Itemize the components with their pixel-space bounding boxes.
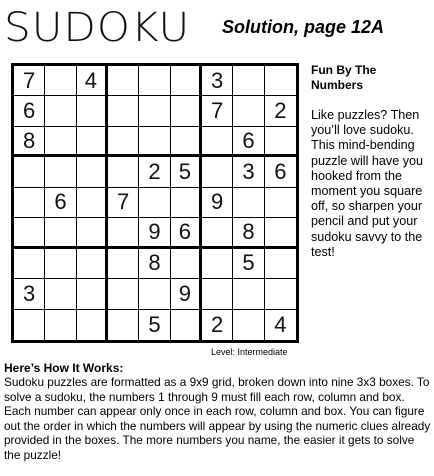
sudoku-cell-r6-c2[interactable] <box>45 218 76 248</box>
sudoku-cell-r6-c8[interactable]: 8 <box>233 218 264 248</box>
sudoku-cell-r8-c6[interactable]: 9 <box>171 279 202 309</box>
sudoku-cell-r1-c7[interactable]: 3 <box>202 66 233 96</box>
sudoku-cell-r1-c9[interactable] <box>265 66 296 96</box>
sudoku-cell-r5-c6[interactable] <box>171 188 202 218</box>
sudoku-cell-r7-c3[interactable] <box>77 249 108 279</box>
sudoku-cell-r4-c2[interactable] <box>45 157 76 187</box>
sudoku-cell-r5-c4[interactable]: 7 <box>108 188 139 218</box>
sudoku-cell-r8-c8[interactable] <box>233 279 264 309</box>
sudoku-cell-r5-c8[interactable] <box>233 188 264 218</box>
sudoku-cell-r1-c3[interactable]: 4 <box>77 66 108 96</box>
sudoku-cell-r8-c9[interactable] <box>265 279 296 309</box>
sudoku-cell-r6-c1[interactable] <box>14 218 45 248</box>
instructions-text: Sudoku puzzles are formatted as a 9x9 grid, broken down into nine 3x3 boxes. To solve a sudoku, the numbers 1 through 9 must fill each row, column and box. Each number can appear only once in each row, column and box. You can figure out the order in which the numbers will appear by using the numeric clues already provided in the boxes. The more numbers you name, the easier it gets to solve the puzzle! <box>4 375 431 462</box>
solution-reference: Solution, page 12A <box>222 17 385 37</box>
sudoku-cell-r1-c2[interactable] <box>45 66 76 96</box>
sudoku-cell-r7-c2[interactable] <box>45 249 76 279</box>
sudoku-cell-r7-c9[interactable] <box>265 249 296 279</box>
sudoku-cell-r1-c5[interactable] <box>139 66 170 96</box>
sudoku-cell-r2-c2[interactable] <box>45 96 76 126</box>
sudoku-cell-r2-c1[interactable]: 6 <box>14 96 45 126</box>
sudoku-cell-r6-c3[interactable] <box>77 218 108 248</box>
difficulty-level: Level: Intermediate <box>211 347 288 357</box>
sudoku-cell-r9-c5[interactable]: 5 <box>139 310 170 340</box>
sudoku-cell-r2-c4[interactable] <box>108 96 139 126</box>
sudoku-cell-r9-c1[interactable] <box>14 310 45 340</box>
sudoku-cell-r3-c8[interactable]: 6 <box>233 127 264 157</box>
sudoku-cell-r3-c7[interactable] <box>202 127 233 157</box>
sudoku-cell-r5-c9[interactable] <box>265 188 296 218</box>
sudoku-cell-r4-c3[interactable] <box>77 157 108 187</box>
sidebar-blurb <box>311 63 431 260</box>
sudoku-cell-r1-c4[interactable] <box>108 66 139 96</box>
sudoku-cell-r8-c7[interactable] <box>202 279 233 309</box>
sudoku-cell-r5-c1[interactable] <box>14 188 45 218</box>
sudoku-cell-r3-c4[interactable] <box>108 127 139 157</box>
sudoku-cell-r3-c1[interactable]: 8 <box>14 127 45 157</box>
sudoku-cell-r2-c7[interactable]: 7 <box>202 96 233 126</box>
sudoku-cell-r7-c6[interactable] <box>171 249 202 279</box>
sudoku-cell-r7-c1[interactable] <box>14 249 45 279</box>
sidebar-text: Like puzzles? Then you’ll love sudoku. This mind-bending puzzle will have you hooked from the moment you square off, so sharpen your pencil and put your sudoku savvy to the test! <box>311 108 424 259</box>
sudoku-cell-r4-c5[interactable]: 2 <box>139 157 170 187</box>
sudoku-cell-r9-c6[interactable] <box>171 310 202 340</box>
sudoku-cell-r2-c3[interactable] <box>77 96 108 126</box>
sudoku-cell-r3-c9[interactable] <box>265 127 296 157</box>
sudoku-cell-r3-c3[interactable] <box>77 127 108 157</box>
sudoku-cell-r2-c6[interactable] <box>171 96 202 126</box>
sudoku-cell-r9-c7[interactable]: 2 <box>202 310 233 340</box>
sudoku-cell-r4-c6[interactable]: 5 <box>171 157 202 187</box>
sudoku-cell-r4-c9[interactable]: 6 <box>265 157 296 187</box>
sudoku-cell-r6-c5[interactable]: 9 <box>139 218 170 248</box>
sudoku-cell-r1-c6[interactable] <box>171 66 202 96</box>
instructions-title: Here’s How It Works: <box>4 361 124 375</box>
sudoku-cell-r9-c4[interactable] <box>108 310 139 340</box>
sudoku-cell-r2-c9[interactable]: 2 <box>265 96 296 126</box>
sudoku-cell-r1-c8[interactable] <box>233 66 264 96</box>
sudoku-cell-r2-c5[interactable] <box>139 96 170 126</box>
sudoku-cell-r8-c4[interactable] <box>108 279 139 309</box>
sudoku-cell-r6-c7[interactable] <box>202 218 233 248</box>
sudoku-cell-r8-c5[interactable] <box>139 279 170 309</box>
sudoku-grid <box>11 63 299 343</box>
sudoku-cell-r4-c1[interactable] <box>14 157 45 187</box>
sudoku-cell-r5-c3[interactable] <box>77 188 108 218</box>
sudoku-cell-r6-c6[interactable]: 6 <box>171 218 202 248</box>
sudoku-cell-r6-c4[interactable] <box>108 218 139 248</box>
sudoku-cell-r8-c2[interactable] <box>45 279 76 309</box>
puzzle-title: SUDOKU <box>4 5 191 51</box>
sudoku-cell-r7-c5[interactable]: 8 <box>139 249 170 279</box>
sudoku-cell-r5-c2[interactable]: 6 <box>45 188 76 218</box>
sudoku-cell-r5-c5[interactable] <box>139 188 170 218</box>
sudoku-cell-r9-c3[interactable] <box>77 310 108 340</box>
sudoku-cell-r1-c1[interactable]: 7 <box>14 66 45 96</box>
sudoku-cell-r7-c7[interactable] <box>202 249 233 279</box>
sudoku-cell-r9-c9[interactable]: 4 <box>274 311 287 337</box>
sudoku-cell-r7-c8[interactable]: 5 <box>233 249 264 279</box>
instructions <box>4 361 432 463</box>
sudoku-cell-r4-c7[interactable] <box>202 157 233 187</box>
sudoku-cell-r5-c7[interactable]: 9 <box>202 188 233 218</box>
sidebar-title: Fun By The Numbers <box>311 63 377 92</box>
sudoku-cell-r3-c5[interactable] <box>139 127 170 157</box>
sudoku-cell-r6-c9[interactable] <box>265 218 296 248</box>
sudoku-cell-r8-c1[interactable]: 3 <box>14 279 45 309</box>
sudoku-cell-r8-c3[interactable] <box>77 279 108 309</box>
sudoku-cell-r7-c4[interactable] <box>108 249 139 279</box>
sudoku-cell-r2-c8[interactable] <box>233 96 264 126</box>
sudoku-cell-r9-c2[interactable] <box>45 310 76 340</box>
sudoku-cell-r3-c2[interactable] <box>45 127 76 157</box>
sudoku-cell-r3-c6[interactable] <box>171 127 202 157</box>
sudoku-cell-r9-c8[interactable] <box>233 310 264 340</box>
sudoku-cell-r4-c8[interactable]: 3 <box>233 157 264 187</box>
sudoku-cell-r4-c4[interactable] <box>108 157 139 187</box>
